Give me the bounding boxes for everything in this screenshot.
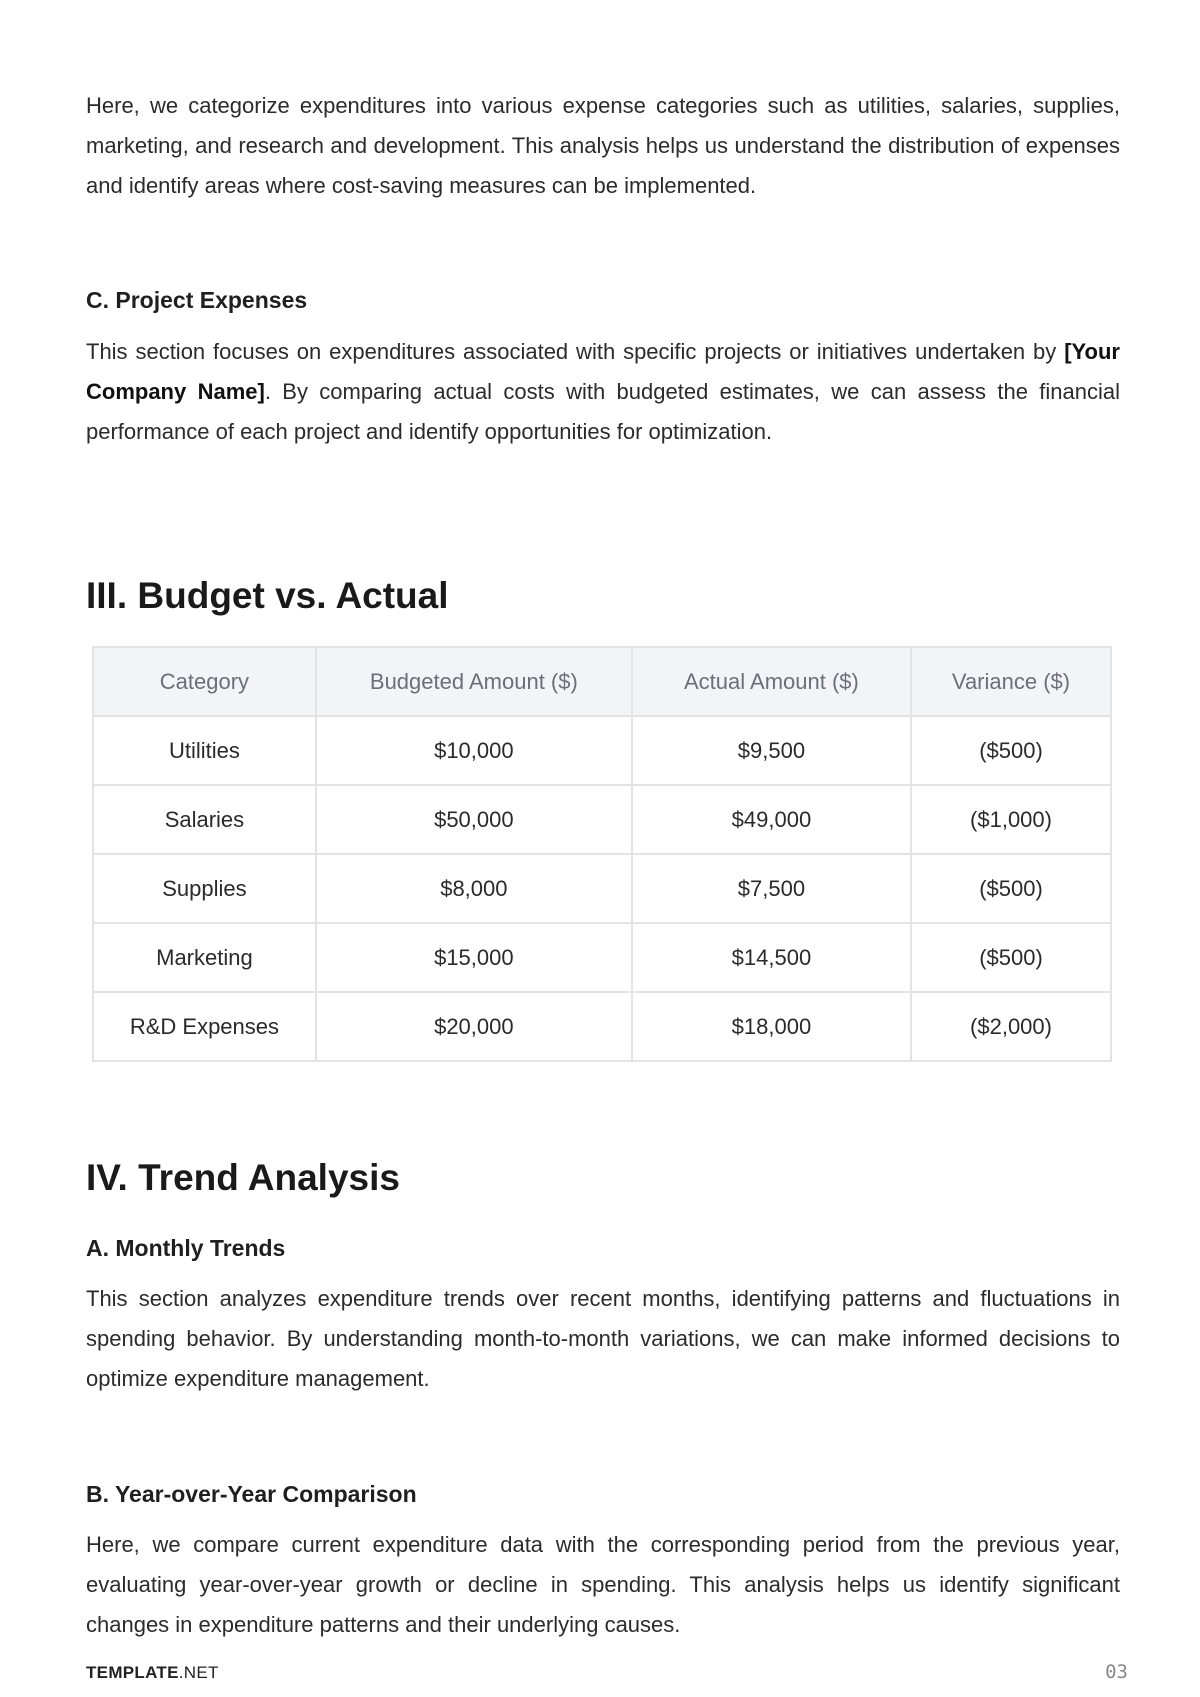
- column-header-category: Category: [93, 647, 316, 716]
- table-cell: Utilities: [93, 716, 316, 785]
- logo-bold-text: TEMPLATE: [86, 1663, 179, 1682]
- project-expenses-text-before: This section focuses on expenditures associated with specific projects or initiatives undertaken by: [86, 339, 1065, 364]
- table-row: [93, 716, 1111, 785]
- table-cell: Marketing: [93, 923, 316, 992]
- table-cell: $9,500: [632, 716, 911, 785]
- table-cell: ($500): [911, 854, 1111, 923]
- table-cell: Supplies: [93, 854, 316, 923]
- table-cell: $50,000: [316, 785, 632, 854]
- project-expenses-paragraph: [86, 332, 1120, 452]
- template-net-logo: [86, 1663, 219, 1683]
- yoy-comparison-paragraph: Here, we compare current expenditure data with the corresponding period from the previous year, evaluating year-over-year growth or decline in spending. This analysis helps us identify significant changes in expenditure patterns and their underlying causes.: [86, 1532, 1120, 1637]
- column-header-budgeted: Budgeted Amount ($): [316, 647, 632, 716]
- project-expenses-text-after: . By comparing actual costs with budgeted estimates, we can assess the financial performance of each project and identify opportunities for optimization.: [86, 379, 1120, 444]
- intro-paragraph: Here, we categorize expenditures into various expense categories such as utilities, salaries, supplies, marketing, and research and development. This analysis helps us understand the distribution of expenses and identify areas where cost-saving measures can be implemented.: [86, 93, 1120, 198]
- table-cell: ($500): [911, 923, 1111, 992]
- monthly-trends-paragraph: This section analyzes expenditure trends over recent months, identifying patterns and fluctuations in spending behavior. By understanding month-to-month variations, we can make informed decisions to optimize expenditure management.: [86, 1286, 1120, 1391]
- table-cell: ($2,000): [911, 992, 1111, 1061]
- table-cell: $20,000: [316, 992, 632, 1061]
- budget-section-heading: III. Budget vs. Actual: [86, 575, 449, 616]
- table-header-row: [93, 647, 1111, 716]
- column-header-actual: Actual Amount ($): [632, 647, 911, 716]
- table-cell: R&D Expenses: [93, 992, 316, 1061]
- trend-section-heading: IV. Trend Analysis: [86, 1157, 400, 1198]
- table-cell: $49,000: [632, 785, 911, 854]
- yoy-comparison-heading: B. Year-over-Year Comparison: [86, 1481, 417, 1507]
- table-cell: $14,500: [632, 923, 911, 992]
- monthly-trends-heading: A. Monthly Trends: [86, 1235, 286, 1261]
- table-cell: $7,500: [632, 854, 911, 923]
- page-number: 03: [1105, 1661, 1128, 1683]
- table-cell: ($500): [911, 716, 1111, 785]
- table-cell: $15,000: [316, 923, 632, 992]
- table-row: [93, 992, 1111, 1061]
- table-row: [93, 923, 1111, 992]
- logo-rest-text: .NET: [178, 1663, 219, 1682]
- table-row: [93, 785, 1111, 854]
- company-name-placeholder: [Your Company Name]: [86, 339, 1120, 404]
- project-expenses-heading: C. Project Expenses: [86, 287, 308, 313]
- table-cell: ($1,000): [911, 785, 1111, 854]
- table-cell: $18,000: [632, 992, 911, 1061]
- column-header-variance: Variance ($): [911, 647, 1111, 716]
- table-cell: $8,000: [316, 854, 632, 923]
- table-row: [93, 854, 1111, 923]
- table-cell: Salaries: [93, 785, 316, 854]
- table-cell: $10,000: [316, 716, 632, 785]
- budget-vs-actual-table: [92, 646, 1112, 1062]
